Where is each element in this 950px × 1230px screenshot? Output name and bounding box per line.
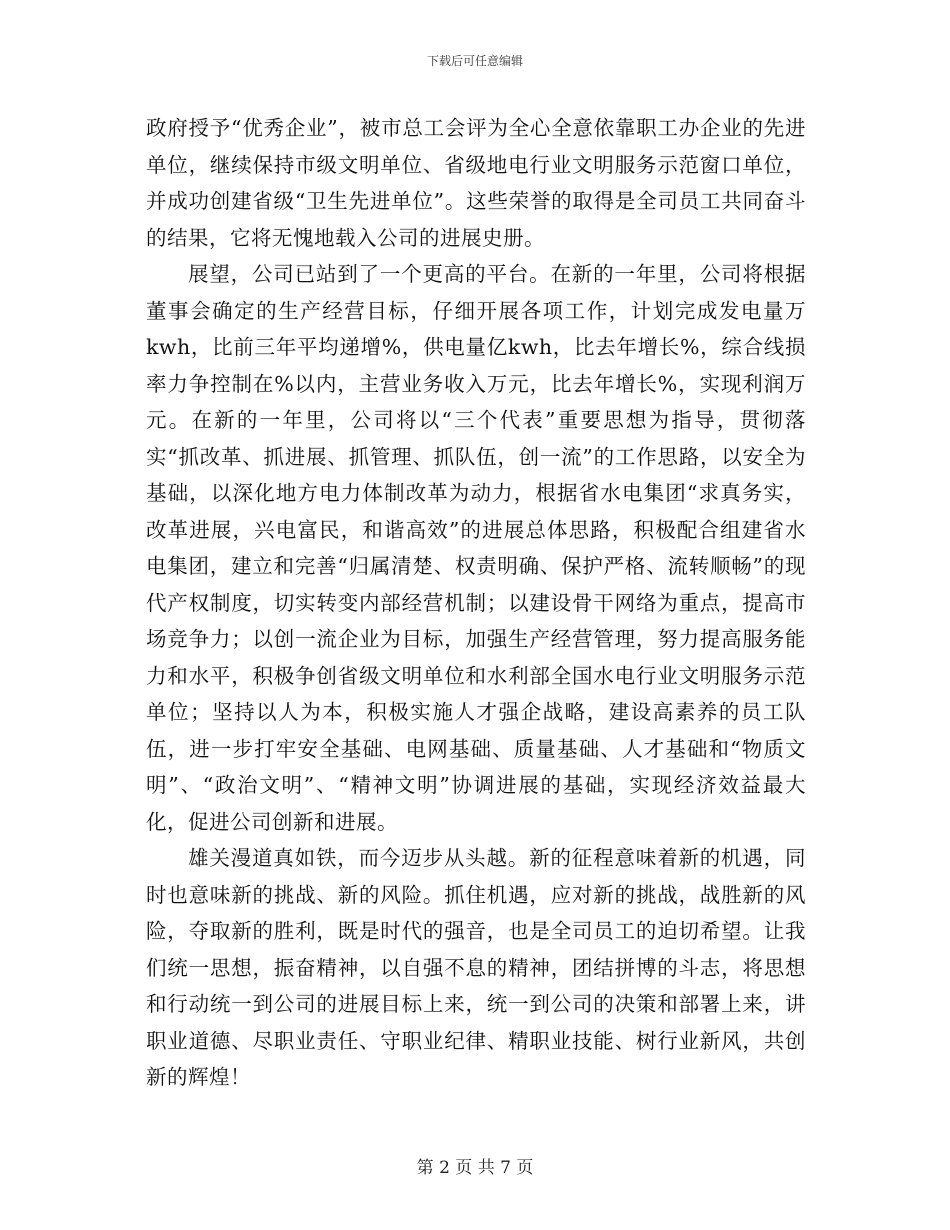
document-body — [146, 110, 806, 1096]
paragraph-outlook: 展望，公司已站到了一个更高的平台。在新的一年里，公司将根据董事会确定的生产经营目标，仔细开展各项工作，计划完成发电量万kwh，比前三年平均递增%，供电量亿kwh，比去年增长%，综合线损率力争控制在%以内，主营业务收入万元，比去年增长%，实现利润万元。在新的一年里，公司将以“三个代表”重要思想为指导，贯彻落实“抓改革、抓进展、抓管理、抓队伍，创一流”的工作思路，以安全为基础，以深化地方电力体制改革为动力，根据省水电集团“求真务实，改革进展，兴电富民，和谐高效”的进展总体思路，积极配合组建省水电集团，建立和完善“归属清楚、权责明确、保护严格、流转顺畅”的现代产权制度，切实转变内部经营机制；以建设骨干网络为重点，提高市场竞争力；以创一流企业为目标，加强生产经营管理，努力提高服务能力和水平，积极争创省级文明单位和水利部全国水电行业文明服务示范单位；坚持以人为本，积极实施人才强企战略，建设高素养的员工队伍，进一步打牢安全基础、电网基础、质量基础、人才基础和“物质文明”、“政治文明”、“精神文明”协调进展的基础，实现经济效益最大化，促进公司创新和进展。 — [146, 262, 806, 834]
page-number-footer: 第 2 页 共 7 页 — [416, 1158, 534, 1178]
paragraph-continued: 政府授予“优秀企业”，被市总工会评为全心全意依靠职工办企业的先进单位，继续保持市级文明单位、省级地电行业文明服务示范窗口单位，并成功创建省级“卫生先进单位”。这些荣誉的取得是全司员工共同奋斗的结果，它将无愧地载入公司的进展史册。 — [146, 116, 806, 250]
paragraph-closing: 雄关漫道真如铁，而今迈步从头越。新的征程意味着新的机遇，同时也意味新的挑战、新的风险。抓住机遇，应对新的挑战，战胜新的风险，夺取新的胜利，既是时代的强音，也是全司员工的迫切希望。让我们统一思想，振奋精神，以自强不息的精神，团结拼博的斗志，将思想和行动统一到公司的进展目标上来，统一到公司的决策和部署上来，讲职业道德、尽职业责任、守职业纪律、精职业技能、树行业新风，共创新的辉煌！ — [146, 846, 806, 1089]
page-header: 下载后可任意编辑 — [426, 54, 523, 68]
